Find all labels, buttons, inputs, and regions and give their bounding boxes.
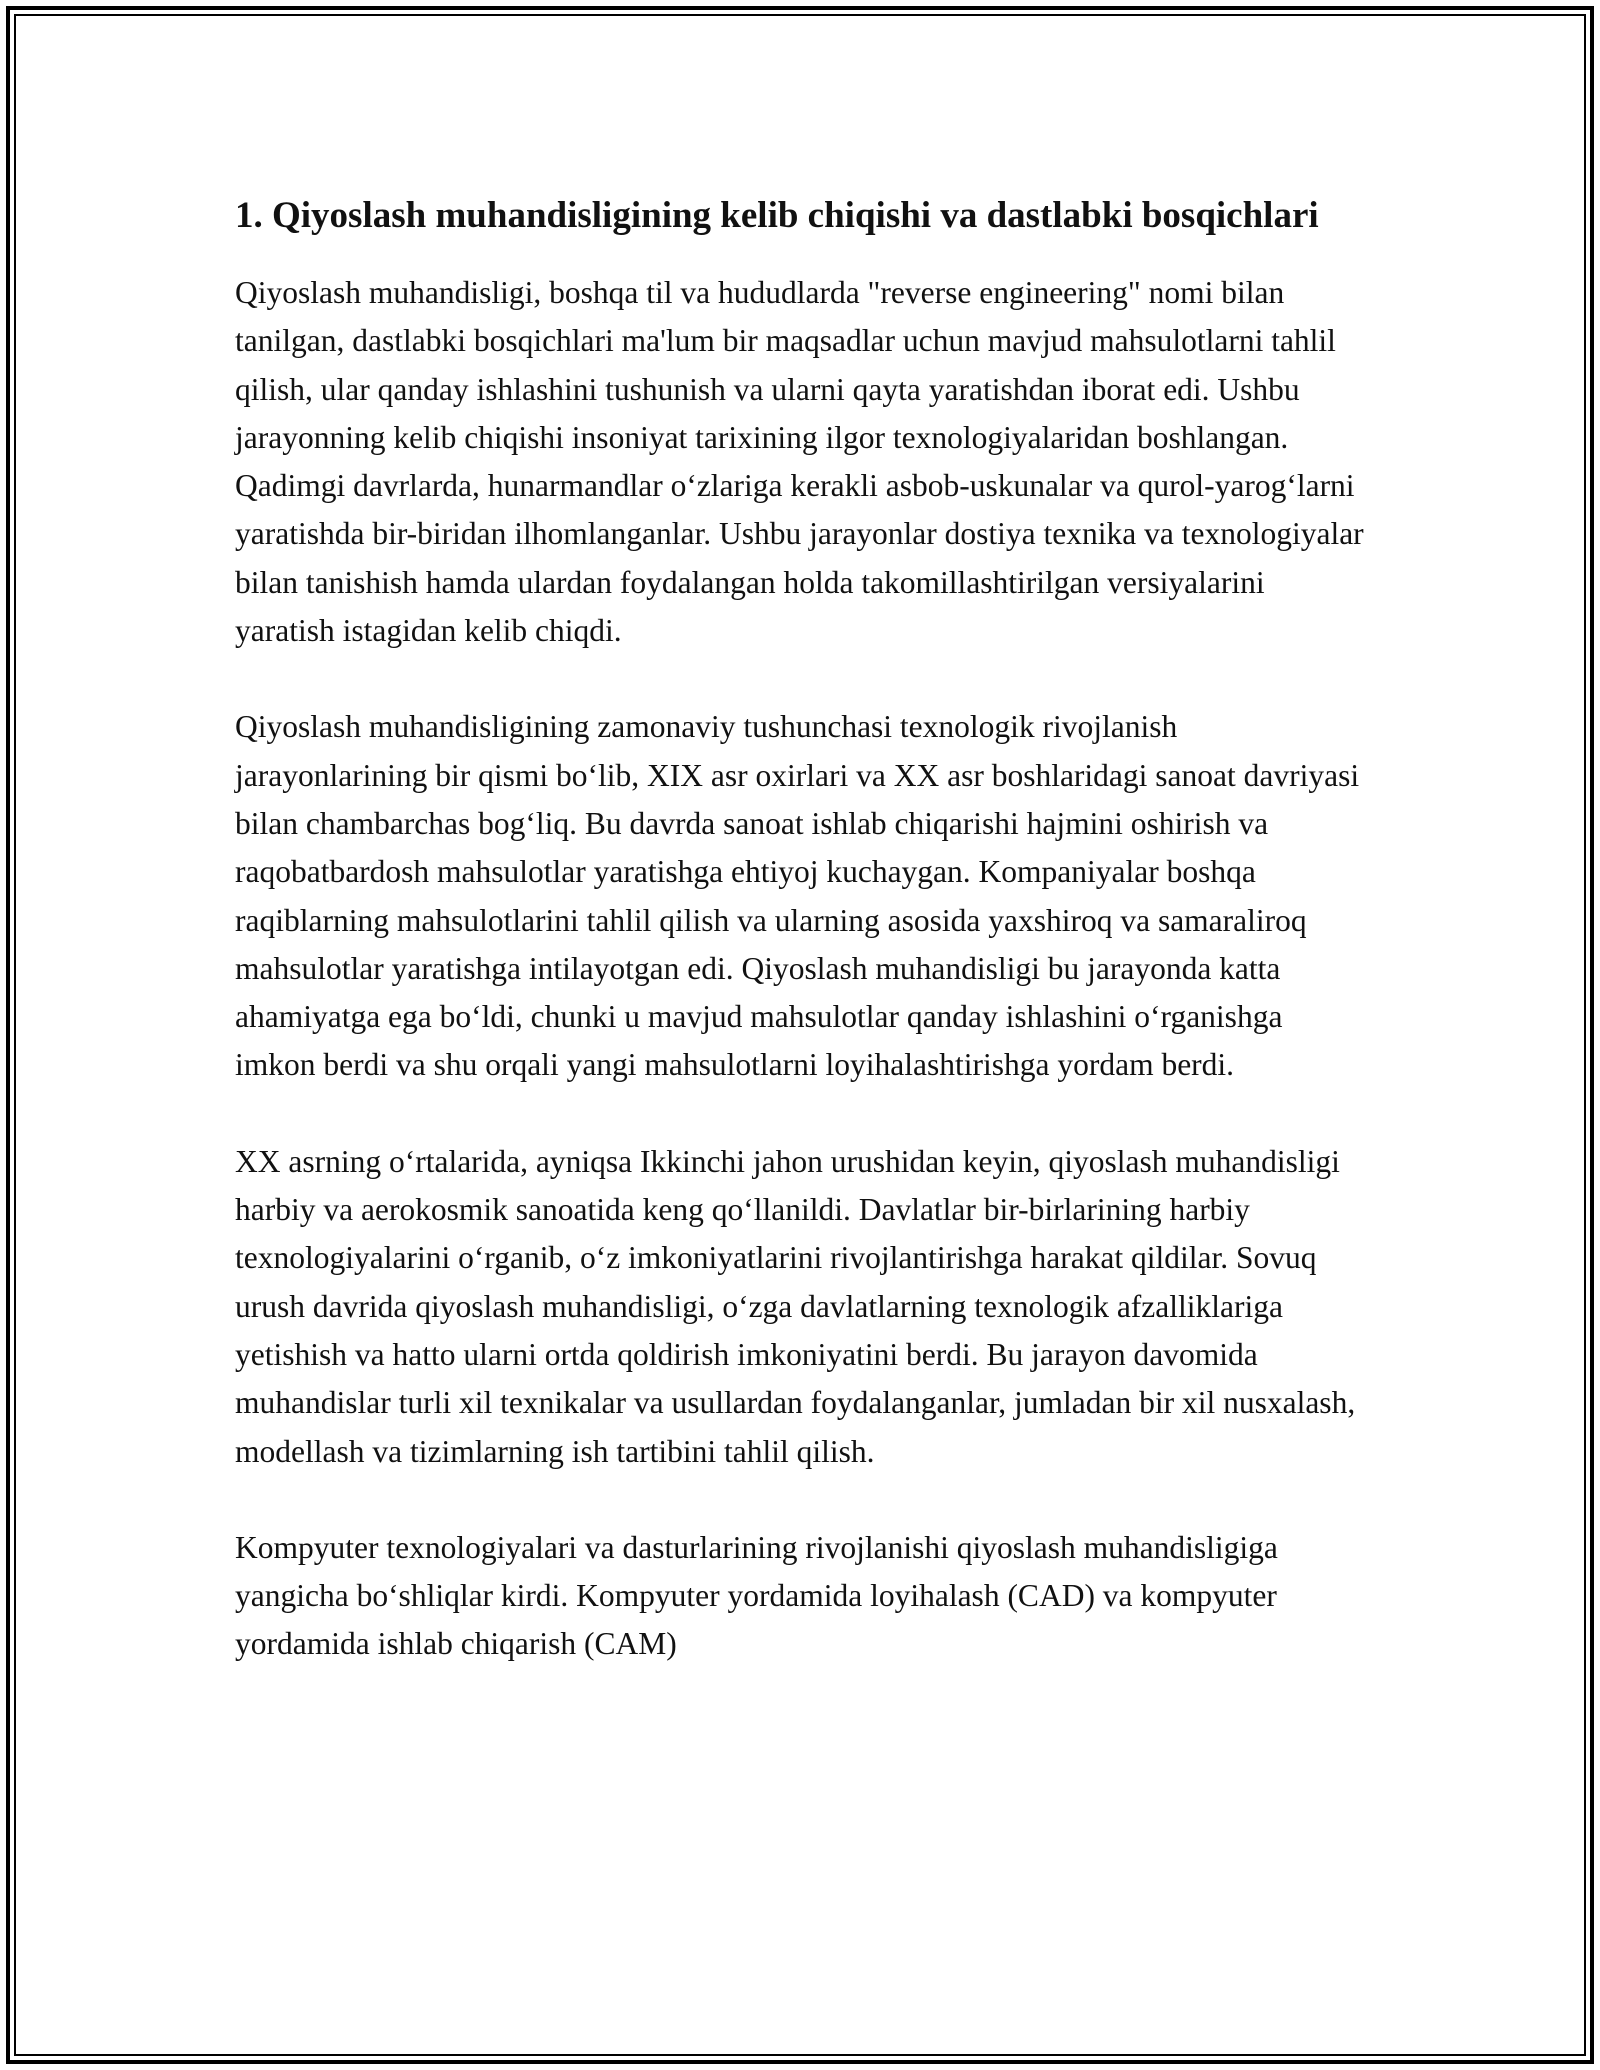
section-heading: 1. Qiyoslash muhandisligining kelib chiqishi va dastlabki bosqichlari	[235, 195, 1319, 236]
paragraph-1: Qiyoslash muhandisligi, boshqa til va hududlarda "reverse engineering" nomi bilan tanilgan, dastlabki bosqichlari ma'lum bir maqsadlar uchun mavjud mahsulotlarni tahlil qilish, ular qanday ishlashini tushunish va ularni qayta yaratishdan iborat edi. Ushbu jarayonning kelib chiqishi insoniyat tarixining ilgor texnologiyalaridan boshlangan. Qadimgi davrlarda, hunarmandlar o‘zlariga kerakli asbob-uskunalar va qurol-yarog‘larni yaratishda bir-biridan ilhomlanganlar. Ushbu jarayonlar dostiya texnika va texnologiyalar bilan tanishish hamda ulardan foydalangan holda takomillashtirilgan versiyalarini yaratish istagidan kelib chiqdi.	[235, 275, 1364, 649]
paragraph-3: XX asrning o‘rtalarida, ayniqsa Ikkinchi jahon urushidan keyin, qiyoslash muhandisligi harbiy va aerokosmik sanoatida keng qo‘llanildi. Davlatlar bir-birlarining harbiy texnologiyalarini o‘rganib, o‘z imkoniyatlarini rivojlantirishga harakat qildilar. Sovuq urush davrida qiyoslash muhandisligi, o‘zga davlatlarning texnologik afzalliklariga yetishish va hatto ularni ortda qoldirish imkoniyatini berdi. Bu jarayon davomida muhandislar turli xil texnikalar va usullardan foydalanganlar, jumladan bir xil nusxalash, modellash va tizimlarning ish tartibini tahlil qilish.	[235, 1143, 1356, 1469]
paragraph-2: Qiyoslash muhandisligining zamonaviy tushunchasi texnologik rivojlanish jarayonlarining bir qismi bo‘lib, XIX asr oxirlari va XX asr boshlaridagi sanoat davriyasi bilan chambarchas bog‘liq. Bu davrda sanoat ishlab chiqarishi hajmini oshirish va raqobatbardosh mahsulotlar yaratishga ehtiyoj kuchaygan. Kompaniyalar boshqa raqiblarning mahsulotlarini tahlil qilish va ularning asosida yaxshiroq va samaraliroq mahsulotlar yaratishga intilayotgan edi. Qiyoslash muhandisligi bu jarayonda katta ahamiyatga ega bo‘ldi, chunki u mavjud mahsulotlar qanday ishlashini o‘rganishga imkon berdi va shu orqali yangi mahsulotlarni loyihalashtirishga yordam berdi.	[235, 709, 1360, 1083]
paragraph-4: Kompyuter texnologiyalari va dasturlarining rivojlanishi qiyoslash muhandisligiga yangicha bo‘shliqlar kirdi. Kompyuter yordamida loyihalash (CAD) va kompyuter yordamida ishlab chiqarish (CAM)	[235, 1529, 1278, 1662]
document-body	[235, 188, 1365, 1717]
